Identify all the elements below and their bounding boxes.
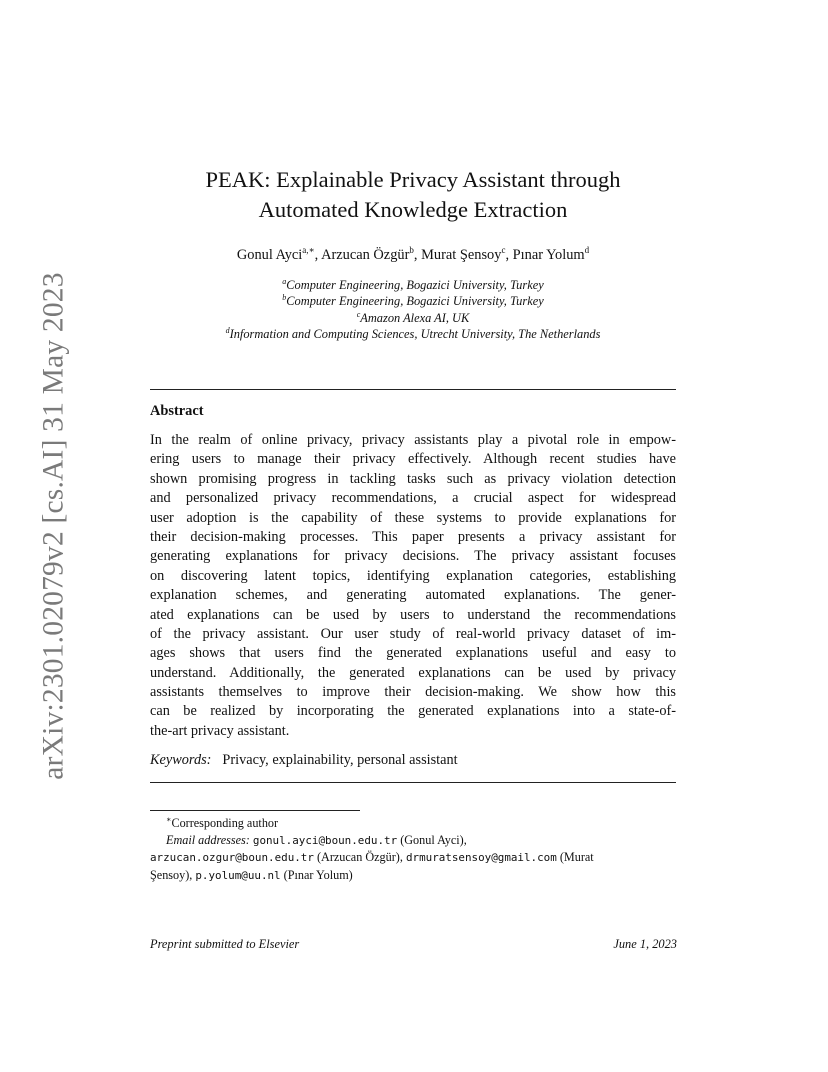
author-name: Pınar Yolum [512,247,585,263]
abstract-line: generating explanations for privacy decisions. The privacy assistant focuses [150,548,676,565]
footer-preprint-note: Preprint submitted to Elsevier [150,937,300,951]
footnote-emails-line-1 [150,832,676,850]
affiliation-mark: d [225,326,230,336]
abstract-line: the-art privacy assistant. [150,722,290,739]
arxiv-stamp: arXiv:2301.02079v2 [cs.AI] 31 May 2023 [37,272,70,780]
title-line-1 [150,165,676,195]
keywords [150,752,458,769]
footnote-rule [150,810,360,811]
abstract-line: user adoption is the capability of these systems to provide explanations for [150,509,676,526]
abstract-line: can be realized by incorporating the generated explanations into a state-of- [150,703,676,720]
author-separator: , [413,247,422,263]
affiliation-mark: c [356,309,361,319]
email-link[interactable]: gonul.ayci@boun.edu.tr [252,833,398,847]
title-line-2: Automated Knowledge Extraction [258,197,568,222]
abstract-heading: Abstract [150,403,204,419]
footnote-emails-line-3 [150,867,676,885]
footnote-emails-line-2 [150,849,676,867]
author-separator: , [314,247,322,263]
abstract-line: In the realm of online privacy, privacy assistants play a pivotal role in empow- [150,432,676,448]
abstract-line: shown promising progress in tackling tasks such as privacy violation detection [150,470,676,487]
affiliation-mark: b [282,293,287,303]
abstract-line: ated explanations can be used by users to understand the recommendations [150,606,676,623]
abstract-line: and personalized privacy recommendations, a crucial aspect for widespread [150,490,676,507]
email-link[interactable]: drmuratsensoy@gmail.com [405,851,557,865]
abstract-body [150,431,676,741]
email-link[interactable]: p.yolum@uu.nl [195,868,281,882]
email-link[interactable]: arzucan.ozgur@boun.edu.tr [150,851,314,865]
abstract-bottom-rule [150,782,676,783]
abstract-line: ering users to manage their privacy effectively. Although recent studies have [150,451,676,468]
abstract-line: on discovering latent topics, identifying explanation categories, establishing [150,567,676,584]
author-affiliation-mark: b [409,245,414,255]
author-affiliation-mark: d [584,245,590,255]
footnotes [150,815,676,884]
email-owner: (Pınar Yolum) [280,867,353,882]
abstract-line: of the privacy assistant. Our user study of real-world privacy dataset of im- [150,625,676,642]
title-acronym: PEAK [205,167,265,192]
abstract-top-rule [150,389,676,390]
author-list [150,245,676,265]
abstract-line: understand. Additionally, the generated explanations can be used by privacy [150,664,676,681]
abstract-line: assistants themselves to improve their decision-making. We show how this [150,684,676,701]
author-affiliation-mark: a,∗ [302,245,315,255]
email-owner: (Murat [556,850,594,865]
footer-date: June 1, 2023 [613,937,677,951]
paper-title [150,165,676,225]
affiliation-item [150,293,676,309]
affiliation-item [150,326,676,342]
affiliation-list [150,277,676,343]
affiliation-item [150,310,676,326]
author-name: Murat Şensoy [421,247,502,263]
email-owner: (Gonul Ayci), [397,832,467,847]
footnote-mark: ∗ [166,815,172,824]
author-name: Gonul Ayci [236,247,303,263]
abstract-line: explanation schemes, and generating automated explanations. The gener- [150,587,676,604]
email-owner: (Arzucan Özgür), [313,850,406,865]
footnote-corresponding [150,815,676,832]
email-owner: Şensoy), [150,867,196,882]
affiliation-item [150,277,676,293]
affiliation-mark: a [282,277,287,286]
keywords-label: Keywords: [150,752,212,768]
email-label: Email addresses: [166,832,250,847]
abstract-line: their decision-making processes. This paper presents a privacy assistant for [150,528,676,545]
keywords-text: Privacy, explainability, personal assistant [222,752,458,768]
abstract-line: ages shows that users find the generated explanations useful and easy to [150,645,676,662]
footnote-corresponding-text: Corresponding author [171,816,279,830]
title-line-1-rest: : Explainable Privacy Assistant through [264,167,621,192]
affiliation-text: Amazon Alexa AI, UK [360,310,470,325]
author-name: Arzucan Özgür [321,247,410,263]
author-affiliation-mark: c [501,245,506,255]
affiliation-text: Computer Engineering, Bogazici University, Turkey [286,294,544,309]
affiliation-text: Computer Engineering, Bogazici University, Turkey [286,278,544,292]
author-separator: , [505,247,513,263]
affiliation-text: Information and Computing Sciences, Utrecht University, The Netherlands [229,327,601,342]
